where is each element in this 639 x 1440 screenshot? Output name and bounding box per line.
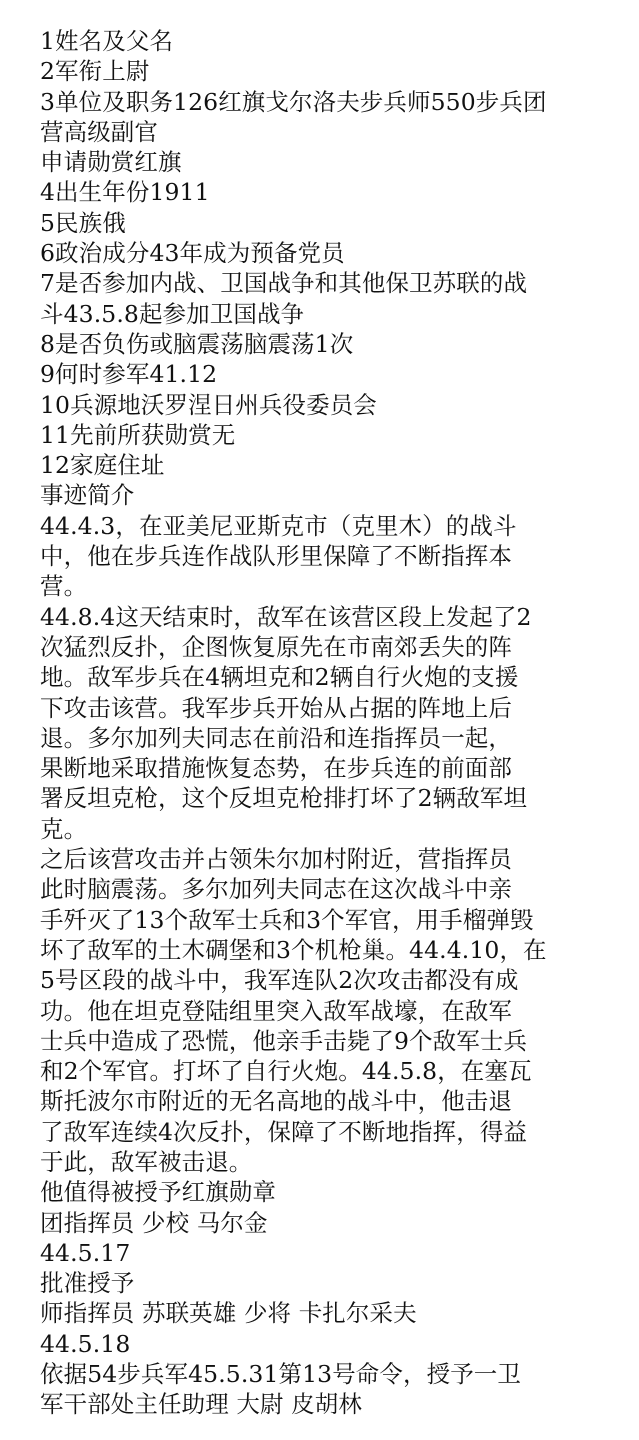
field-party-status: 6政治成分43年成为预备党员 bbox=[40, 239, 345, 268]
narrative-line: 坏了敌军的土木碉堡和3个机枪巢。44.4.10，在 bbox=[40, 935, 547, 964]
approval-statement: 批准授予 bbox=[40, 1269, 135, 1298]
field-enlistment-date: 9何时参军41.12 bbox=[40, 360, 218, 389]
regiment-commander-signature: 团指挥员 少校 马尔金 bbox=[40, 1208, 268, 1237]
narrative-line: 士兵中造成了恐慌，他亲手击毙了9个敌军士兵 bbox=[40, 1026, 528, 1055]
recommendation-statement: 他值得被授予红旗勋章 bbox=[40, 1178, 276, 1207]
narrative-text bbox=[40, 511, 578, 1178]
narrative-line: 地。敌军步兵在4辆坦克和2辆自行火炮的支援 bbox=[40, 663, 519, 692]
field-name: 1姓名及父名 bbox=[40, 27, 174, 55]
regiment-signature-date: 44.5.17 bbox=[40, 1238, 131, 1267]
closing-block bbox=[40, 1177, 578, 1419]
narrative-line: 营。 bbox=[40, 572, 88, 601]
field-war-participation-cont: 斗43.5.8起参加卫国战争 bbox=[40, 299, 305, 328]
narrative-line: 44.4.3，在亚美尼亚斯克市（克里木）的战斗 bbox=[40, 511, 517, 540]
narrative-line: 手歼灭了13个敌军士兵和3个军官，用手榴弹毁 bbox=[40, 905, 534, 934]
narrative-line: 下攻击该营。我军步兵开始从占据的阵地上后 bbox=[40, 693, 512, 722]
narrative-line: 5号区段的战斗中，我军连队2次攻击都没有成 bbox=[40, 966, 519, 995]
cadre-officer-signature: 军干部处主任助理 大尉 皮胡林 bbox=[40, 1390, 362, 1419]
field-home-address: 12家庭住址 bbox=[40, 451, 165, 480]
narrative-line: 于此，敌军被击退。 bbox=[40, 1147, 253, 1176]
narrative-line: 克。 bbox=[40, 814, 88, 843]
award-document bbox=[40, 26, 578, 1420]
narrative-line: 了敌军连续4次反扑，保障了不断地指挥，得益 bbox=[40, 1117, 528, 1146]
division-signature-date: 44.5.18 bbox=[40, 1329, 131, 1358]
field-unit-position: 3单位及职务126红旗戈尔洛夫步兵师550步兵团 bbox=[40, 87, 547, 116]
field-requested-award: 申请勋赏红旗 bbox=[40, 148, 182, 177]
field-wounds: 8是否负伤或脑震荡脑震荡1次 bbox=[40, 329, 354, 358]
field-recruitment-office: 10兵源地沃罗涅日州兵役委员会 bbox=[40, 390, 377, 419]
narrative-line: 此时脑震荡。多尔加列夫同志在这次战斗中亲 bbox=[40, 875, 512, 904]
narrative-line: 中，他在步兵连作战队形里保障了不断指挥本 bbox=[40, 542, 512, 571]
field-rank: 2军衔上尉 bbox=[40, 57, 150, 86]
narrative-line: 和2个军官。打坏了自行火炮。44.5.8，在塞瓦 bbox=[40, 1057, 532, 1086]
narrative-line: 退。多尔加列夫同志在前沿和连指挥员一起， bbox=[40, 723, 512, 752]
field-unit-position-cont: 营高级副官 bbox=[40, 117, 158, 146]
narrative-line: 署反坦克枪，这个反坦克枪排打坏了2辆敌军坦 bbox=[40, 784, 528, 813]
narrative-line: 44.8.4这天结束时，敌军在该营区段上发起了2 bbox=[40, 602, 532, 631]
narrative-line: 功。他在坦克登陆组里突入敌军战壕，在敌军 bbox=[40, 996, 512, 1025]
field-war-participation: 7是否参加内战、卫国战争和其他保卫苏联的战 bbox=[40, 269, 528, 298]
personal-fields bbox=[40, 26, 578, 511]
field-nationality: 5民族俄 bbox=[40, 208, 126, 237]
narrative-line: 次猛烈反扑，企图恢复原先在市南郊丢失的阵 bbox=[40, 632, 512, 661]
field-birth-year: 4出生年份1911 bbox=[40, 178, 210, 207]
narrative-line: 之后该营攻击并占领朱尔加村附近，营指挥员 bbox=[40, 845, 512, 874]
field-previous-awards: 11先前所获勋赏无 bbox=[40, 420, 236, 449]
narrative-line: 斯托波尔市附近的无名高地的战斗中，他击退 bbox=[40, 1087, 512, 1116]
section-heading-summary: 事迹简介 bbox=[40, 481, 135, 510]
award-order-reference: 依据54步兵军45.5.31第13号命令，授予一卫 bbox=[40, 1360, 522, 1389]
division-commander-signature: 师指挥员 苏联英雄 少将 卡扎尔采夫 bbox=[40, 1299, 417, 1328]
narrative-line: 果断地采取措施恢复态势，在步兵连的前面部 bbox=[40, 754, 512, 783]
